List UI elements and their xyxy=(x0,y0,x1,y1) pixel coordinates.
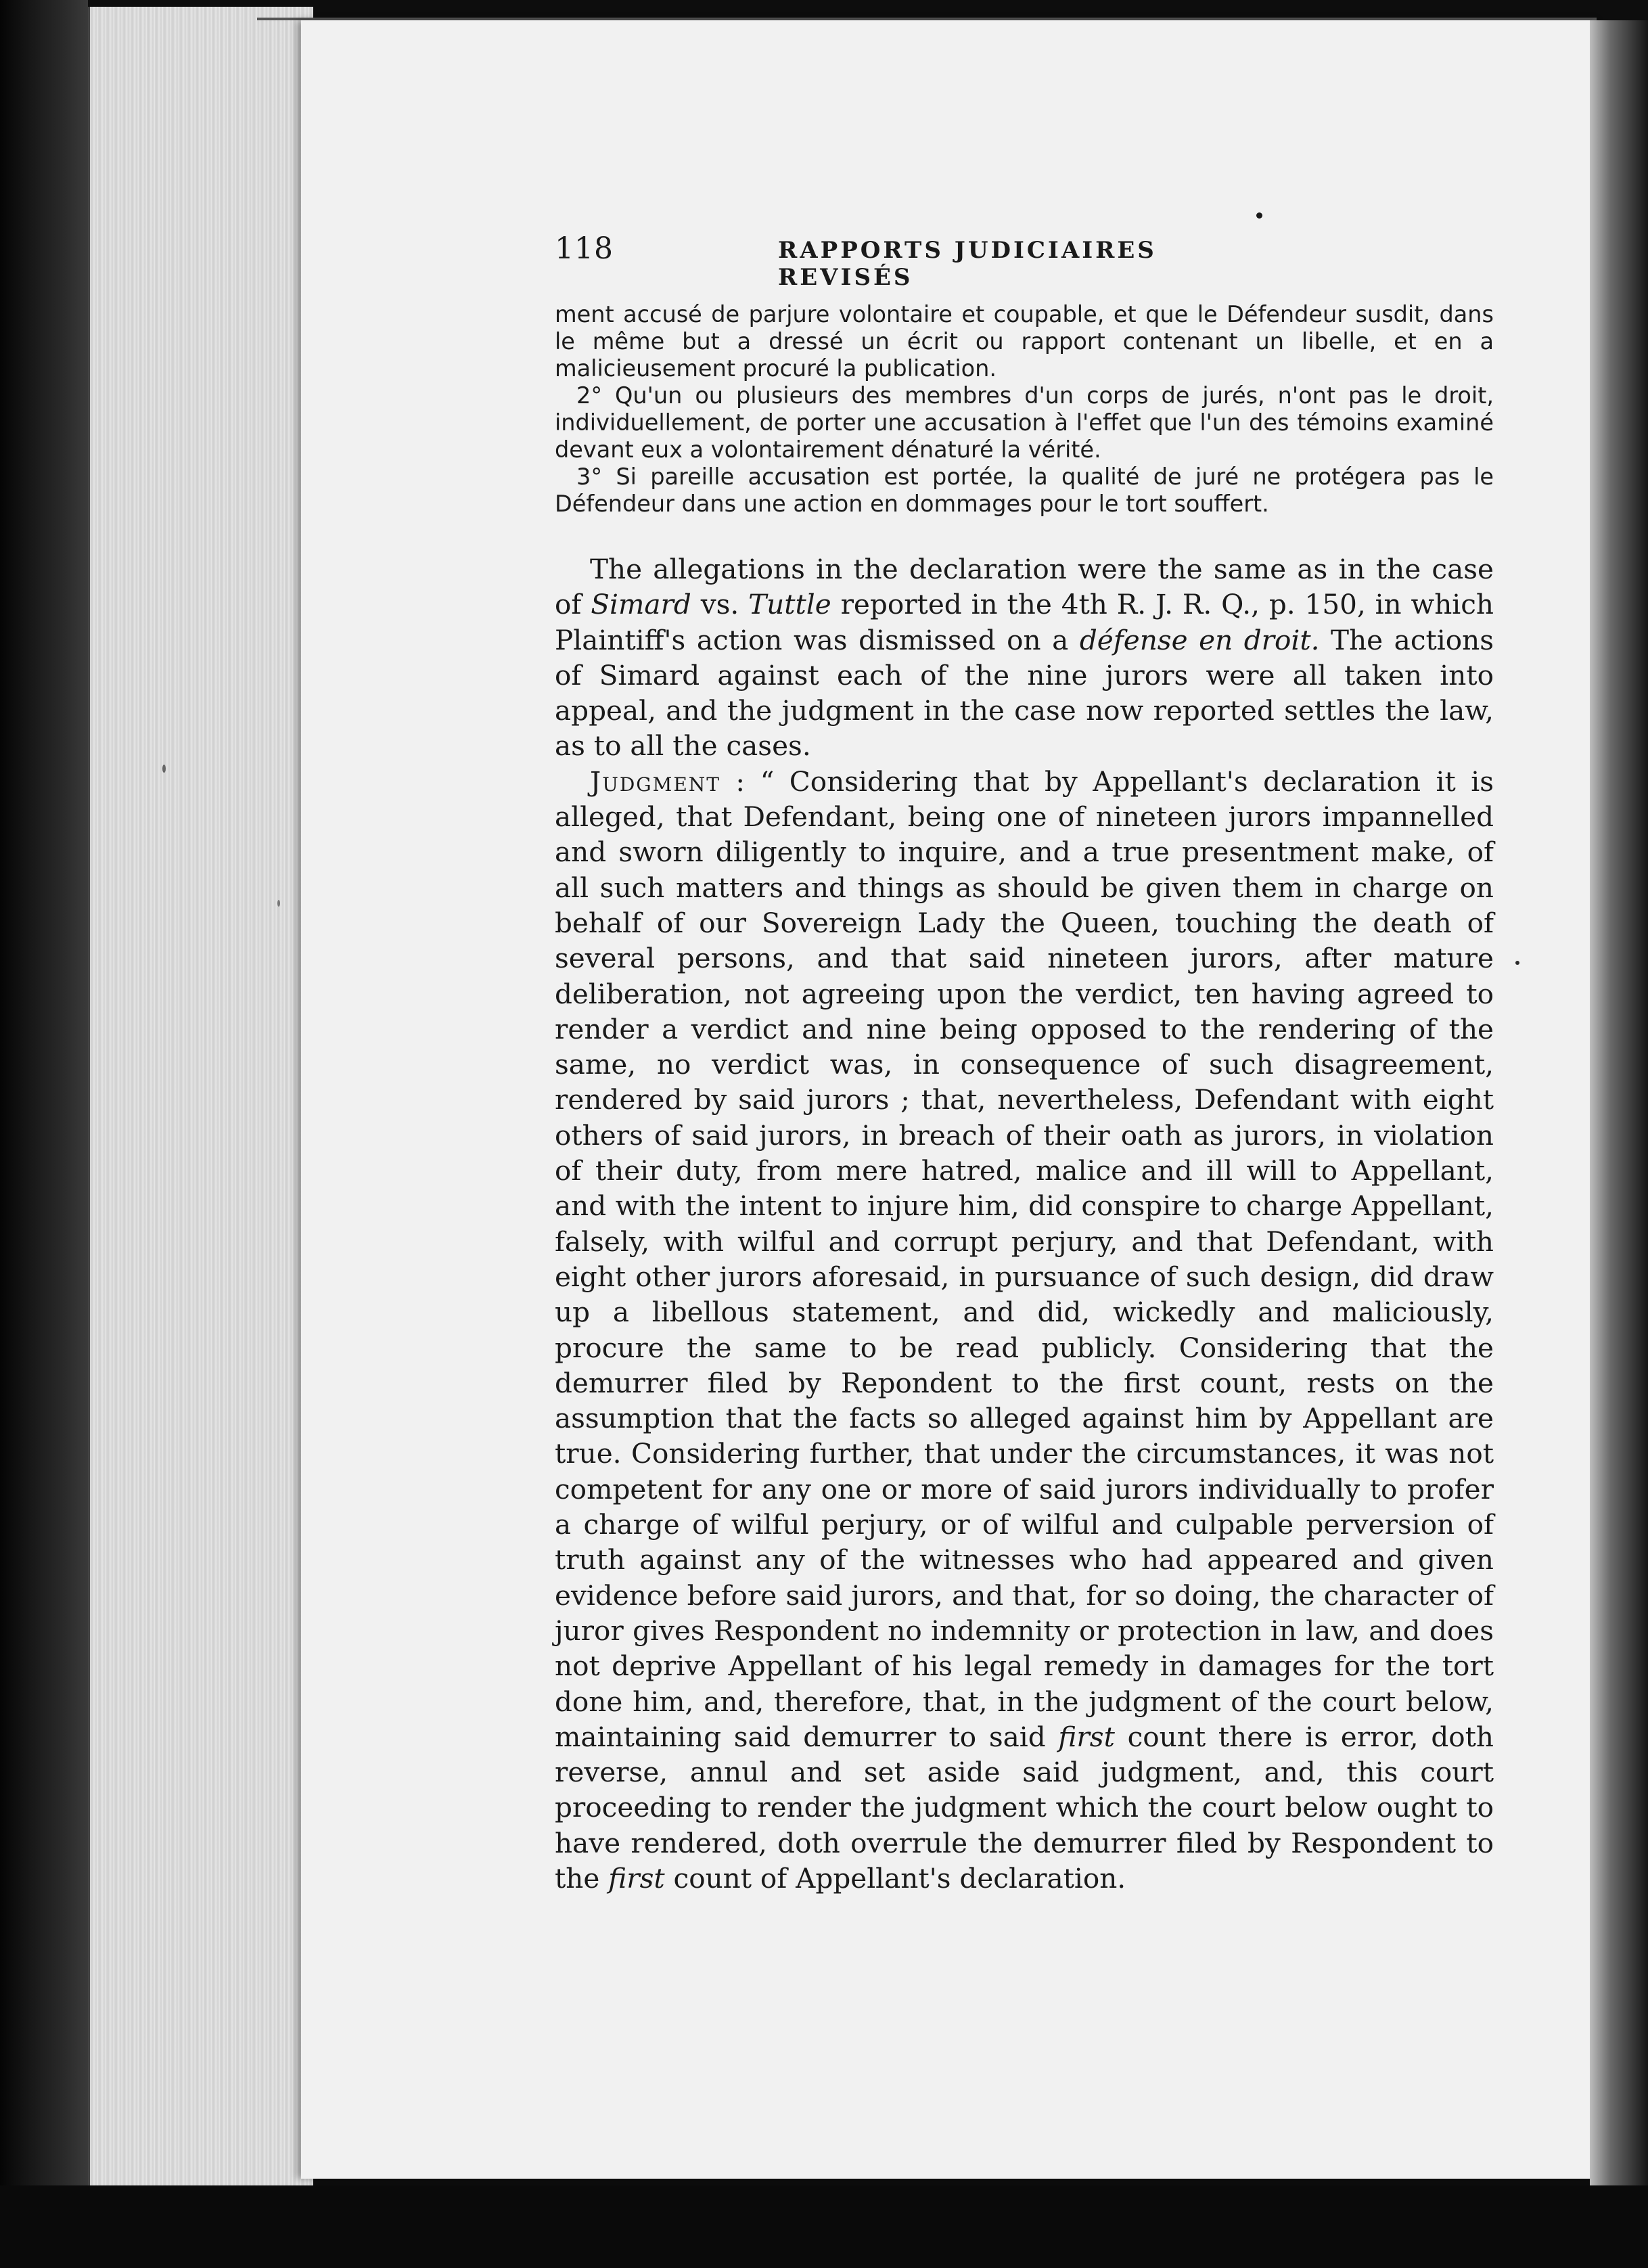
ink-speck xyxy=(1515,961,1519,965)
body-paragraph-judgment xyxy=(555,764,1494,1897)
headnote-paragraph-3: 3° Si pareille accusation est portée, la qualité de juré ne protégera pas le Défendeur dans une action en dommages pour le tort souffert. xyxy=(555,463,1494,517)
text-run: The actions of Simard against each of the nine jurors were all taken into appeal, and the judgment in the case now reported settles the law, as to all the cases. xyxy=(555,623,1494,763)
case-name-italic: Simard xyxy=(591,588,691,621)
text-run: The allegations in the declaration were the same as in the case of xyxy=(555,553,1494,621)
case-name-italic: Tuttle xyxy=(748,588,831,621)
bottom-scan-border xyxy=(0,2185,1648,2268)
page-edges-stack xyxy=(88,7,313,2192)
ink-speck xyxy=(162,765,166,773)
headnote-summary xyxy=(555,301,1494,518)
legal-term-italic: défense en droit. xyxy=(1079,623,1320,656)
headnote-paragraph-1: ment accusé de parjure volontaire et coupable, et que le Défendeur susdit, dans le même but a dressé un écrit ou rapport contenant un libelle, et en a malicieusement procuré la publication. xyxy=(555,301,1494,382)
book-binding-shadow xyxy=(0,0,88,2268)
page-number: 118 xyxy=(555,231,614,266)
text-run: count of Appellant's declaration. xyxy=(664,1861,1126,1895)
headnote-paragraph-2: 2° Qu'un ou plusieurs des membres d'un corps de jurés, n'ont pas le droit, individuellement, de porter une accusation à l'effet que l'un des témoins examiné devant eux a volontairement dénaturé la vérité. xyxy=(555,382,1494,463)
running-head xyxy=(555,231,1265,291)
report-body xyxy=(555,551,1494,1896)
text-run: count there is error, doth reverse, annul and set aside said judgment, and, this court proceeding to render the judgment which the court below ought to have rendered, doth overrule the demurrer filed by Respondent to the xyxy=(555,1720,1494,1895)
emphasis-italic: first xyxy=(608,1861,665,1895)
emphasis-italic: first xyxy=(1058,1720,1115,1753)
ink-speck xyxy=(1256,212,1262,219)
text-run: vs. xyxy=(691,588,749,621)
judgment-label: Judgment xyxy=(590,765,720,798)
right-page-shadow xyxy=(1590,20,1648,2253)
ink-speck xyxy=(277,900,280,907)
running-title: RAPPORTS JUDICIAIRES REVISÉS xyxy=(778,237,1157,291)
body-paragraph-allegations xyxy=(555,551,1494,764)
text-run: : “ Considering that by Appellant's declaration it is alleged, that Defendant, being one of nineteen jurors impannelled and sworn diligently to inquire, and a true presentment make, of all such matters and things as should be given them in charge on behalf of our Sovereign Lady the Queen, touching the death of several persons, and that said nineteen jurors, after mature deliberation, not agreeing upon the verdict, ten having agreed to render a verdict and nine being opposed to the rendering of the same, no verdict was, in consequence of such disagreement, rendered by said jurors ; that, nevertheless, Defendant with eight others of said jurors, in breach of their oath as jurors, in violation of their duty, from mere hatred, malice and ill will to Appellant, and with the intent to injure him, did conspire to charge Appellant, falsely, with wilful and corrupt perjury, and that Defendant, with eight other jurors aforesaid, in pursuance of such design, did draw up a libellous statement, and did, wickedly and maliciously, procure the same to be read publicly. Considering that the demurrer filed by Repondent to the first count, rests on the assumption that the facts so alleged against him by Appellant are true. Considering further, that under the circumstances, it was not competent for any one or more of said jurors individually to profer a charge of wilful perjury, or of wilful and culpable perversion of truth against any of the witnesses who had appeared and given evidence before said jurors, and that, for so doing, the character of juror gives Respondent no indemnity or protection in law, and does not deprive Appellant of his legal remedy in damages for the tort done him, and, therefore, that, in the judgment of the court below, maintaining said demurrer to said xyxy=(555,765,1494,1753)
text-run: reported in the 4th R. J. R. Q., p. 150, in which Plaintiff's action was dismissed on a xyxy=(555,588,1494,656)
